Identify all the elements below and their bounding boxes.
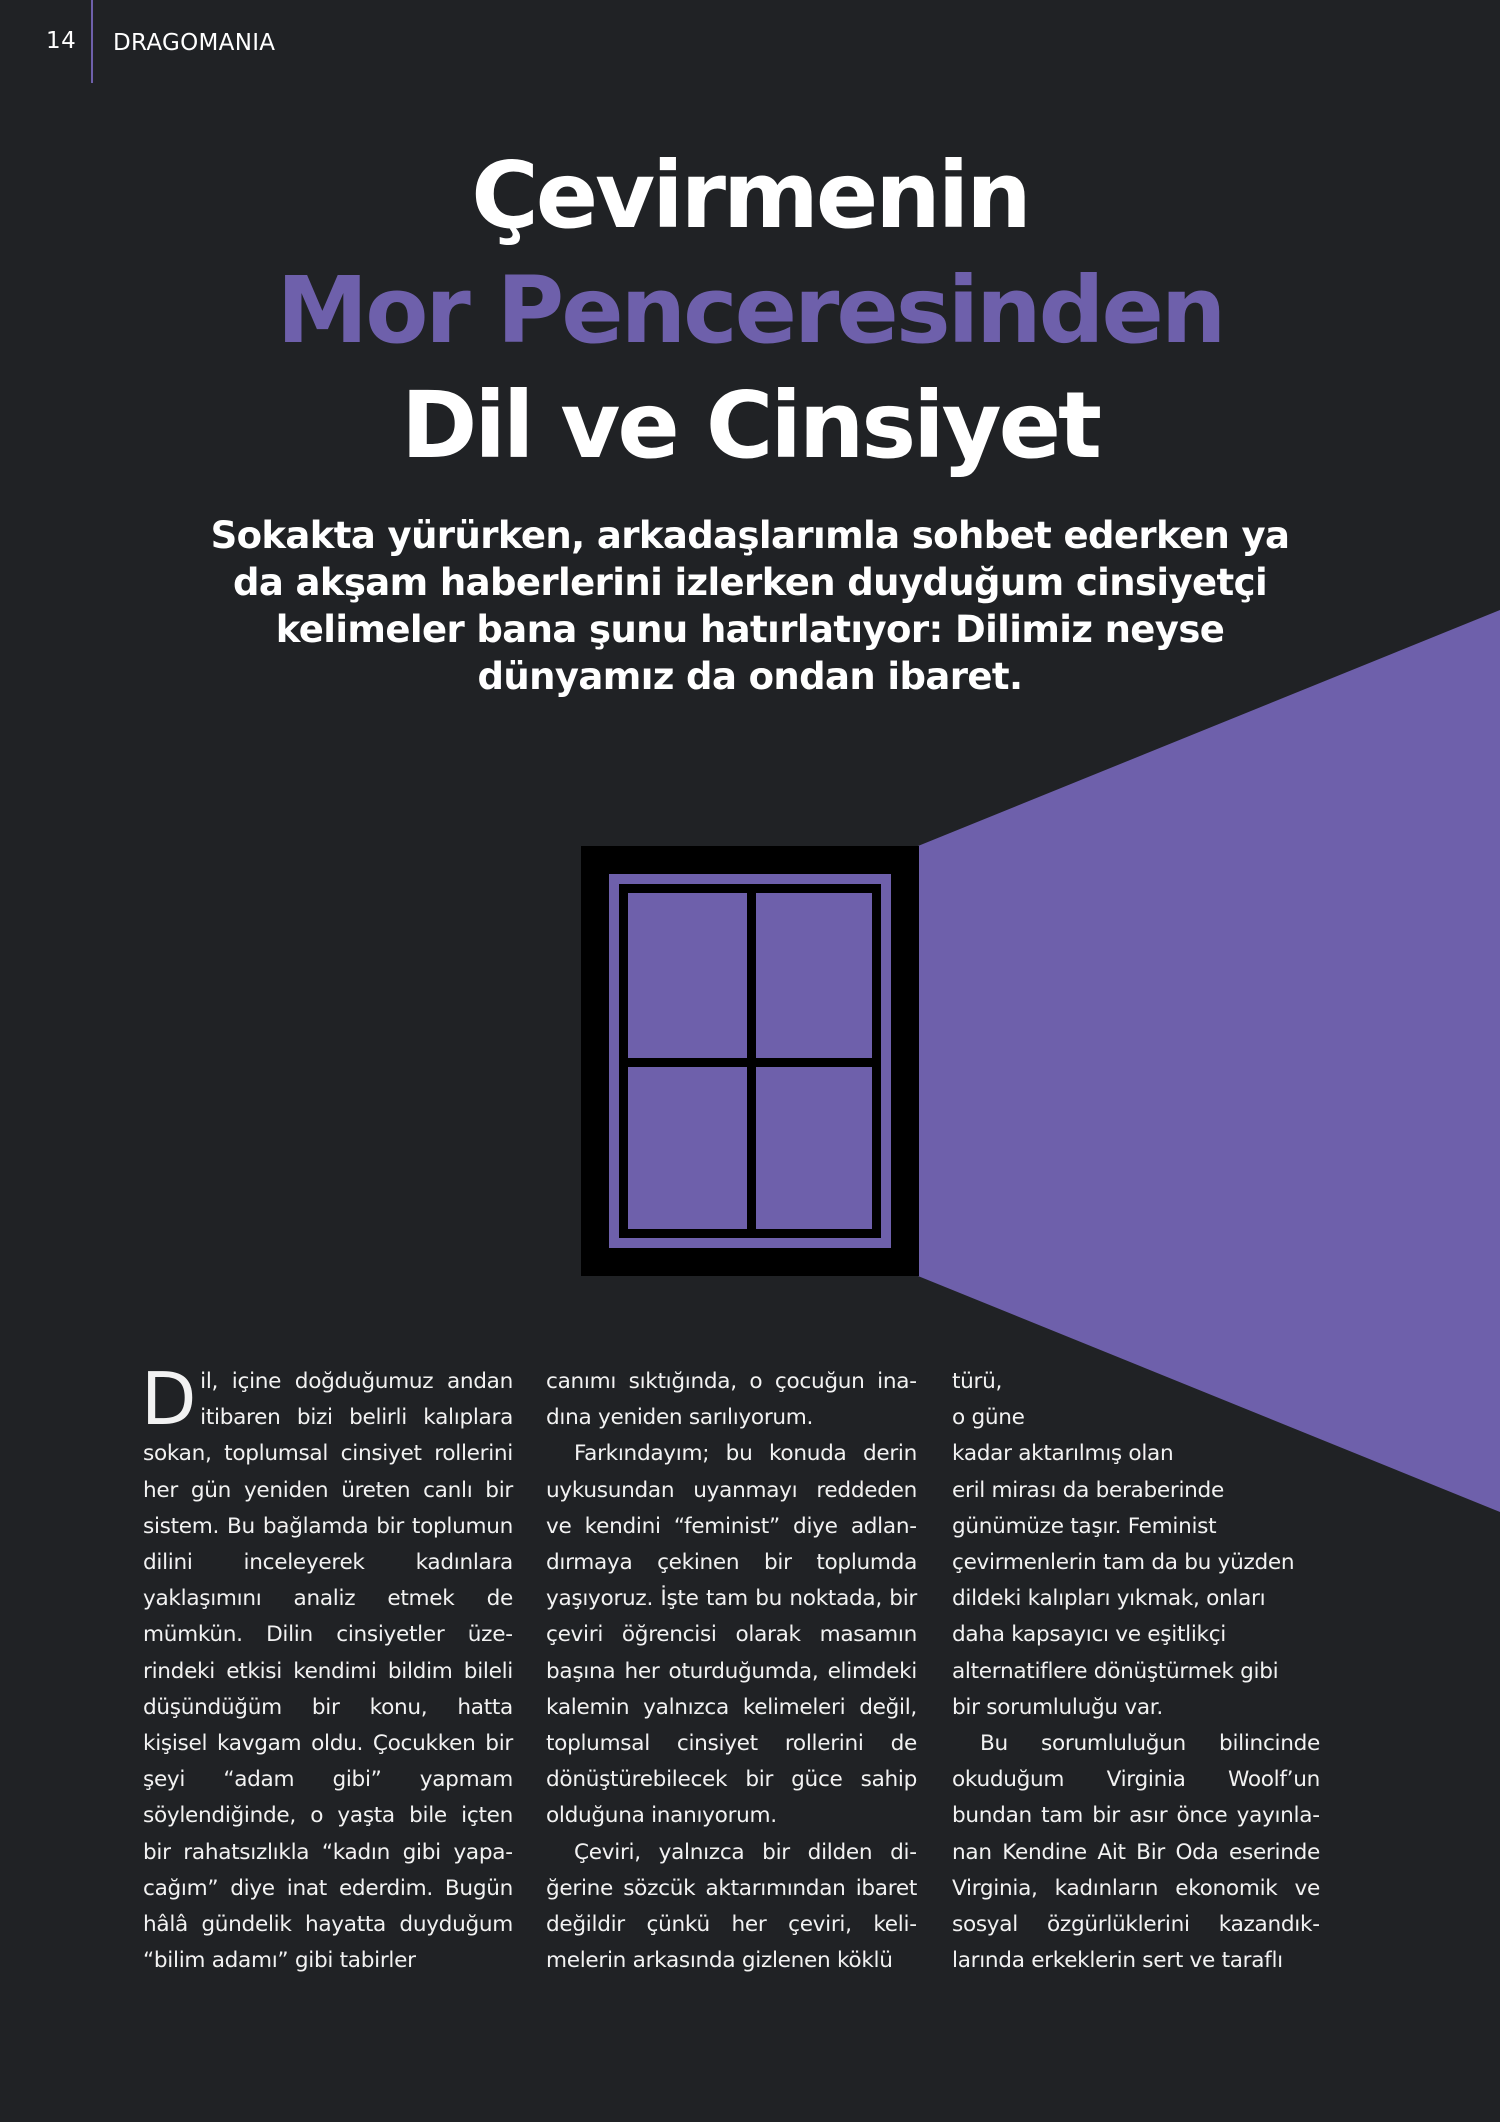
article-lead: Sokakta yürürken, arkadaşlarımla sohbet ederken ya da akşam haberlerini izlerken duyduğum cinsiyetçi kelimeler bana şunu hatırlatıyor: Dilimiz neyse dünyamız da ondan ibaret. bbox=[210, 514, 1290, 698]
title-line-2: Mor Penceresinden bbox=[276, 257, 1224, 364]
page-number: 14 bbox=[46, 28, 77, 54]
paragraph-text: il, içine doğduğumuz andan itibaren bizi belirli kalıplara sokan, toplumsal cinsiyet rollerini her gün yeniden üreten canlı bir sistem. Bu bağlamda bir toplumun dilini inceleyerek kadınlara yaklaşımını analiz etmek de mümkün. Dilin cinsiyetler üzerindeki etkisi kendimi bildim bileli düşündüğüm bir konu, hatta kişisel kavgam oldu. Çocukken bir şeyi “adam gibi” yapmam söylendiğinde, o yaşta bile içten bir rahatsızlıkla “kadın gibi yapacağım” diye inat ederdim. Bugün hâlâ gündelik hayatta duyduğum “bilim adamı” gibi tabirler bbox=[143, 1369, 513, 1974]
drop-cap: D bbox=[141, 1357, 197, 1441]
body-line: günümüze taşır. Feminist bbox=[952, 1513, 1217, 1539]
window-glass bbox=[609, 874, 891, 1248]
body-line: alternatiflere dönüştürmek gibi bbox=[952, 1658, 1279, 1684]
body-paragraph: Bu sorumluluğun bilincinde okuduğum Virginia Woolf’un bundan tam bir asır önce yayınlanan Kendine Ait Bir Oda eserinde Virginia, kadınların ekonomik ve sosyal özgürlüklerini kazandıklarında erkeklerin sert ve taraflı bbox=[952, 1731, 1320, 1974]
body-line: türü, bbox=[952, 1369, 1003, 1394]
body-line: dildeki kalıpları yıkmak, onları bbox=[952, 1586, 1266, 1612]
window-illustration bbox=[581, 846, 919, 1276]
body-paragraph: Farkındayım; bu konuda derin uykusundan uyanmayı reddeden ve kendini “feminist” diye adlandırmaya çekinen bir toplumda yaşıyoruz. İşte tam bu noktada, bir çeviri öğrencisi olarak masamın başına her oturduğumda, elimdeki kalemin yalnızca kelimeleri değil, toplumsal cinsiyet rollerini de dönüştürebilecek bir güce sahip olduğuna inanıyorum. bbox=[546, 1441, 917, 1829]
window-pane bbox=[628, 893, 747, 1058]
magazine-name: DRAGOMANIA bbox=[113, 30, 276, 56]
article-title bbox=[0, 138, 1500, 483]
window-pane bbox=[756, 893, 872, 1058]
body-paragraph: Çeviri, yalnızca bir dilden diğerine sözcük aktarımından ibaret değildir çünkü her çeviri, kelimelerin arkasında gizlenen köklü bbox=[546, 1839, 917, 1974]
body-paragraph bbox=[141, 1357, 513, 1979]
body-paragraph: canımı sıktığında, o çocuğun inadına yeniden sarılıyorum. bbox=[546, 1369, 917, 1431]
title-line-3: Dil ve Cinsiyet bbox=[400, 372, 1100, 479]
title-line-1: Çevirmenin bbox=[471, 142, 1029, 249]
body-column-3 bbox=[952, 1364, 1320, 1979]
body-line: eril mirası da beraberinde bbox=[952, 1477, 1224, 1503]
body-column-1 bbox=[141, 1357, 513, 1979]
body-line: bir sorumluluğu var. bbox=[952, 1694, 1163, 1720]
body-line: çevirmenlerin tam da bu yüzden bbox=[952, 1550, 1295, 1576]
body-line: o güne bbox=[952, 1405, 1025, 1431]
window-pane bbox=[628, 1067, 747, 1229]
body-line: kadar aktarılmış olan bbox=[952, 1441, 1174, 1467]
body-line: daha kapsayıcı ve eşitlikçi bbox=[952, 1622, 1226, 1648]
window-pane bbox=[756, 1067, 872, 1229]
body-column-2 bbox=[546, 1364, 917, 1979]
